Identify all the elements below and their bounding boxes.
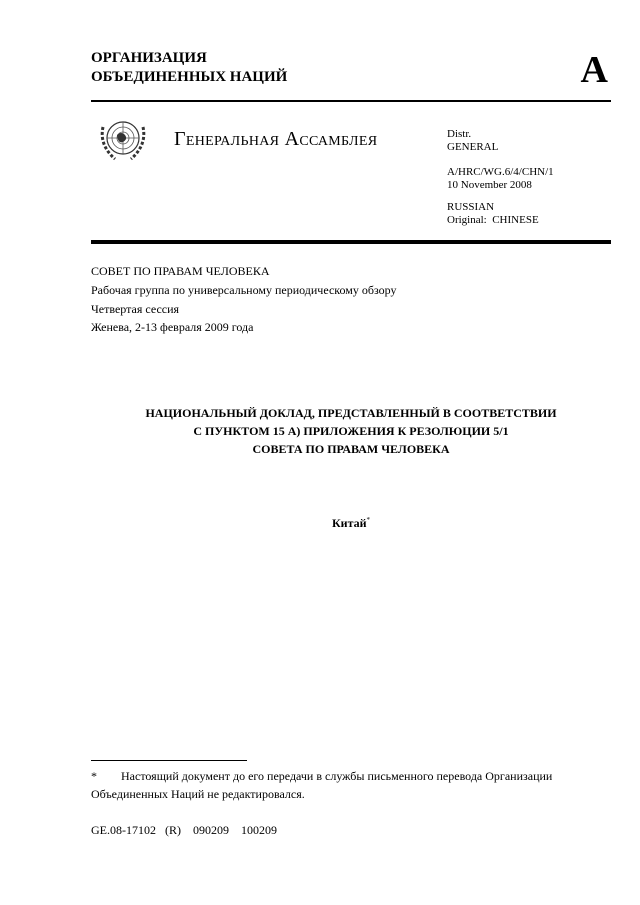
session-line: Четвертая сессия <box>91 302 180 316</box>
doc-info <box>447 166 554 192</box>
distr-value: GENERAL <box>447 141 499 153</box>
org-line1: ОРГАНИЗАЦИЯ <box>91 50 207 66</box>
footnote-divider <box>91 760 247 761</box>
footnote <box>91 767 611 803</box>
language: RUSSIAN <box>447 201 495 213</box>
divider <box>91 100 611 102</box>
session-line: Рабочая группа по универсальному периодическому обзору <box>91 283 397 297</box>
footnote-text: Настоящий документ до его передачи в службы письменного перевода Организации Объединенных Наций не редактировался. <box>91 769 553 801</box>
distribution <box>447 128 498 154</box>
title-line: С ПУНКТОМ 15 А) ПРИЛОЖЕНИЯ К РЕЗОЛЮЦИИ 5/1 <box>193 424 509 438</box>
org-line2: ОБЪЕДИНЕННЫХ НАЦИЙ <box>91 69 288 85</box>
un-emblem-icon <box>95 113 151 169</box>
body-name: Генеральная Ассамблея <box>174 128 378 150</box>
title-line: СОВЕТА ПО ПРАВАМ ЧЕЛОВЕКА <box>252 442 450 456</box>
country-name: Китай <box>331 516 367 530</box>
distr-label: Distr. <box>447 128 472 140</box>
session-line: СОВЕТ ПО ПРАВАМ ЧЕЛОВЕКА <box>91 264 270 278</box>
organization-name <box>91 49 287 87</box>
doc-date: 10 November 2008 <box>447 179 532 191</box>
country <box>91 516 611 531</box>
footnote-ref: * <box>366 516 371 524</box>
series-symbol: A <box>580 49 608 91</box>
title-line: НАЦИОНАЛЬНЫЙ ДОКЛАД, ПРЕДСТАВЛЕННЫЙ В СООТВЕТСТВИИ <box>145 406 557 420</box>
job-code: GE.08-17102 (R) 090209 100209 <box>91 823 277 837</box>
original-language: Original: CHINESE <box>447 214 539 226</box>
document-title <box>91 404 611 458</box>
language-info <box>447 201 539 227</box>
doc-symbol: A/HRC/WG.6/4/CHN/1 <box>447 166 554 178</box>
divider-thick <box>91 240 611 244</box>
session-line: Женева, 2-13 февраля 2009 года <box>91 320 254 334</box>
footnote-mark: * <box>91 769 97 783</box>
